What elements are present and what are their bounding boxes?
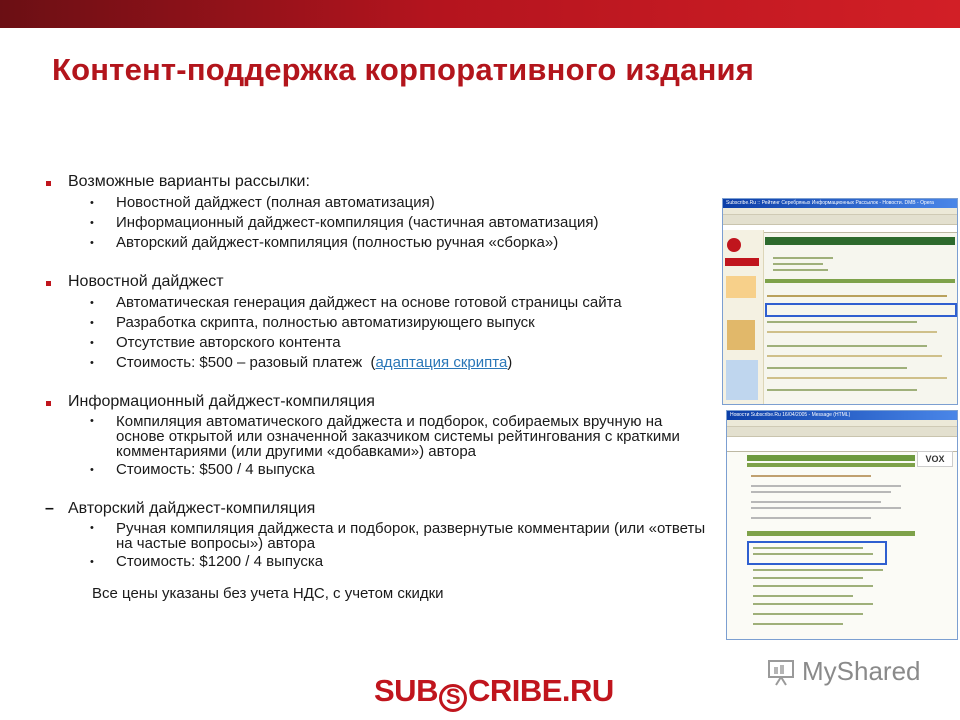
text-line [751,475,871,477]
section-heading: Новостной дайджест [68,273,224,290]
section-bar [747,531,915,536]
text-line [767,377,947,379]
toolbar [727,427,957,437]
presentation-icon [766,657,796,687]
window-title-bar: Subscribe.Ru :: Рейтинг Серебряных Информационных Рассылок - Новости. DMB - Opera [723,199,957,208]
list-item-price: • Стоимость: $500 – разовый платеж (адаптация скрипта) [90,354,513,371]
bullet-square-icon [46,401,51,406]
window-title-bar: Новости Subscribe.Ru 16/04/2005 - Message (HTML) [727,411,957,420]
list-item: • Стоимость: $1200 / 4 выпуска [90,553,324,570]
text-line [767,345,927,347]
list-item: • Отсутствие авторского контента [90,334,341,351]
bullet-dot-icon: • [90,197,94,209]
script-adaptation-link[interactable]: адаптация скрипта [375,354,508,371]
text-line [773,269,828,271]
list-item: • Новостной дайджест (полная автоматизация) [90,194,435,211]
section-heading: Информационный дайджест-компиляция [68,393,375,410]
list-item: • Авторский дайджест-компиляция (полностью ручная «сборка») [90,234,559,251]
text-line [751,501,881,503]
promo-block [726,360,758,400]
text-line [753,613,863,615]
list-item: • Компиляция автоматического дайджеста и подборок, собираемых вручную на основе открытой или означенной заказчиком системы рейтингования с краткими комментариями (или другими «добавками») автора [90,413,680,460]
text-line [751,491,891,493]
text-line [753,595,853,597]
section-mailing-options [45,172,710,252]
text-line [753,547,863,549]
menu-bar [727,420,957,427]
logo-icon [727,238,741,252]
vox-logo: VOX [917,451,953,467]
text-line [753,585,873,587]
bullet-dash-icon: – [45,500,54,517]
text-line [753,603,873,605]
bullet-dot-icon: • [90,217,94,229]
text-line [751,507,901,509]
slide-title: Контент-поддержка корпоративного издания [52,52,755,87]
text-line [753,577,863,579]
logo-ring-icon: S [439,684,467,712]
text-line [753,569,883,571]
toolbar [723,215,957,225]
section-news-digest [45,272,710,372]
list-item: • Стоимость: $500 / 4 выпуска [90,461,315,478]
divider [747,463,915,467]
text-line [753,553,873,555]
text-line [751,517,871,519]
promo-block [727,320,755,350]
pricing-note: Все цены указаны без учета НДС, с учетом скидки [92,585,444,602]
list-item: • Автоматическая генерация дайджест на основе готовой страницы сайта [90,294,622,311]
list-item: • Разработка скрипта, полностью автоматизирующего выпуск [90,314,535,331]
bullet-dot-icon: • [90,522,94,534]
bullet-dot-icon: • [90,297,94,309]
promo-block [726,276,756,298]
website-screenshot [722,198,958,405]
bullet-dot-icon: • [90,415,94,427]
subscribe-logo: SUB S CRIBE.RU [374,673,614,709]
bullet-dot-icon: • [90,464,94,476]
text-line [767,321,917,323]
text-line [773,263,823,265]
section-heading: Авторский дайджест-компиляция [68,500,316,517]
bullet-dot-icon: • [90,357,94,369]
text-line [751,485,901,487]
email-screenshot [726,410,958,640]
text-line [767,367,907,369]
section-author-digest [45,499,710,571]
menu-bar [723,208,957,215]
section-heading: Возможные варианты рассылки: [68,173,310,190]
text-line [767,355,942,357]
text-line [767,331,937,333]
text-line [767,295,947,297]
bullet-dot-icon: • [90,337,94,349]
highlight-box [765,303,957,317]
site-header [765,237,955,245]
text-line [773,257,833,259]
bullet-dot-icon: • [90,317,94,329]
text-line [753,623,843,625]
list-item: • Информационный дайджест-компиляция (частичная автоматизация) [90,214,599,231]
bullet-dot-icon: • [90,237,94,249]
divider [765,279,955,283]
left-column [723,230,764,404]
bullet-square-icon [46,281,51,286]
newsletter-header [747,455,915,461]
list-item: • Ручная компиляция дайджеста и подборок, развернутые комментарии (или «ответы на частые вопросы») автора [90,520,706,552]
message-header [727,437,957,452]
bullet-dot-icon: • [90,556,94,568]
myshared-watermark: MyShared [766,656,921,687]
top-banner-bar [0,0,960,28]
banner-block [725,258,759,266]
text-line [767,389,917,391]
slide-content [45,172,710,603]
bullet-square-icon [46,181,51,186]
section-info-digest [45,392,710,479]
